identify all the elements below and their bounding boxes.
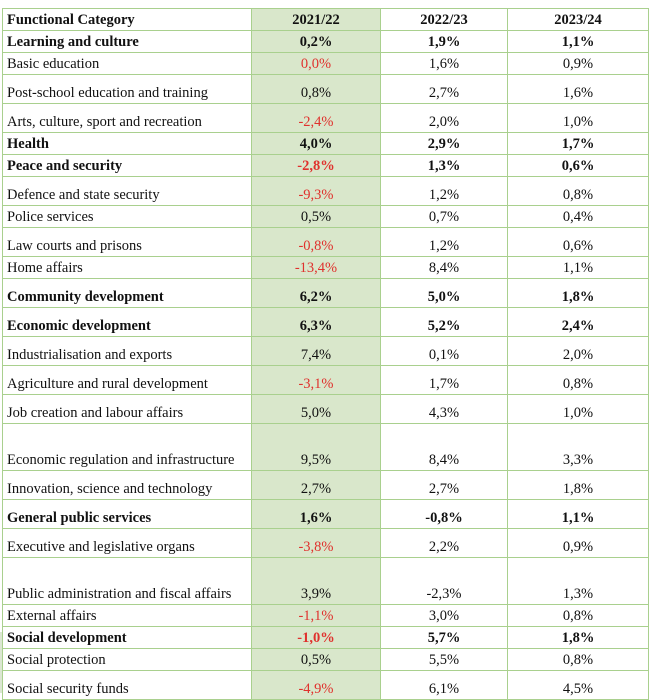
category-row xyxy=(3,500,649,529)
category-row xyxy=(3,308,649,337)
value-2023-24: 1,8% xyxy=(508,279,649,308)
value-2022-23: 1,9% xyxy=(381,31,508,53)
row-label: Health xyxy=(3,133,252,155)
row-label: Home affairs xyxy=(3,257,252,279)
value-2021-22: 0,0% xyxy=(252,53,381,75)
value-2023-24: 0,4% xyxy=(508,206,649,228)
value-2022-23: 5,0% xyxy=(381,279,508,308)
value-2022-23: 5,7% xyxy=(381,627,508,649)
value-2022-23: 8,4% xyxy=(381,257,508,279)
header-2023-24: 2023/24 xyxy=(508,9,649,31)
subcategory-row xyxy=(3,53,649,75)
subcategory-row xyxy=(3,558,649,605)
subcategory-row xyxy=(3,206,649,228)
value-2022-23: 1,2% xyxy=(381,177,508,206)
value-2023-24: 0,9% xyxy=(508,53,649,75)
budget-growth-table-container xyxy=(2,8,649,700)
value-2021-22: 0,2% xyxy=(252,31,381,53)
value-2021-22: -13,4% xyxy=(252,257,381,279)
value-2022-23: -0,8% xyxy=(381,500,508,529)
value-2021-22: 0,8% xyxy=(252,75,381,104)
subcategory-row xyxy=(3,395,649,424)
value-2022-23: 4,3% xyxy=(381,395,508,424)
value-2022-23: 1,3% xyxy=(381,155,508,177)
value-2022-23: 1,2% xyxy=(381,228,508,257)
row-label: Social protection xyxy=(3,649,252,671)
category-row xyxy=(3,133,649,155)
value-2021-22: 1,6% xyxy=(252,500,381,529)
row-label: Executive and legislative organs xyxy=(3,529,252,558)
subcategory-row xyxy=(3,104,649,133)
value-2022-23: 2,9% xyxy=(381,133,508,155)
value-2023-24: 0,8% xyxy=(508,649,649,671)
value-2023-24: 0,9% xyxy=(508,529,649,558)
row-label: Police services xyxy=(3,206,252,228)
value-2022-23: 5,5% xyxy=(381,649,508,671)
value-2023-24: 1,3% xyxy=(508,558,649,605)
value-2022-23: 2,7% xyxy=(381,75,508,104)
value-2021-22: 7,4% xyxy=(252,337,381,366)
row-label: Learning and culture xyxy=(3,31,252,53)
value-2023-24: 0,8% xyxy=(508,605,649,627)
value-2021-22: -2,4% xyxy=(252,104,381,133)
value-2023-24: 1,7% xyxy=(508,133,649,155)
header-row xyxy=(3,9,649,31)
row-label: Social security funds xyxy=(3,671,252,700)
subcategory-row xyxy=(3,75,649,104)
value-2023-24: 1,1% xyxy=(508,500,649,529)
value-2021-22: 3,9% xyxy=(252,558,381,605)
value-2023-24: 3,3% xyxy=(508,424,649,471)
category-row xyxy=(3,155,649,177)
row-label: Industrialisation and exports xyxy=(3,337,252,366)
value-2023-24: 0,8% xyxy=(508,366,649,395)
subcategory-row xyxy=(3,257,649,279)
row-label: General public services xyxy=(3,500,252,529)
row-label: Peace and security xyxy=(3,155,252,177)
subcategory-row xyxy=(3,671,649,700)
value-2022-23: 3,0% xyxy=(381,605,508,627)
value-2021-22: 6,3% xyxy=(252,308,381,337)
value-2021-22: -3,1% xyxy=(252,366,381,395)
value-2021-22: 0,5% xyxy=(252,649,381,671)
row-label: Arts, culture, sport and recreation xyxy=(3,104,252,133)
value-2021-22: -2,8% xyxy=(252,155,381,177)
value-2021-22: -3,8% xyxy=(252,529,381,558)
value-2022-23: 8,4% xyxy=(381,424,508,471)
row-label: Agriculture and rural development xyxy=(3,366,252,395)
value-2023-24: 2,0% xyxy=(508,337,649,366)
value-2023-24: 2,4% xyxy=(508,308,649,337)
category-row xyxy=(3,627,649,649)
value-2023-24: 0,8% xyxy=(508,177,649,206)
value-2022-23: 0,1% xyxy=(381,337,508,366)
row-label: Innovation, science and technology xyxy=(3,471,252,500)
header-2021-22: 2021/22 xyxy=(252,9,381,31)
value-2021-22: 5,0% xyxy=(252,395,381,424)
header-functional-category: Functional Category xyxy=(3,9,252,31)
value-2021-22: 0,5% xyxy=(252,206,381,228)
row-label: Defence and state security xyxy=(3,177,252,206)
subcategory-row xyxy=(3,228,649,257)
value-2021-22: -0,8% xyxy=(252,228,381,257)
subcategory-row xyxy=(3,337,649,366)
value-2022-23: -2,3% xyxy=(381,558,508,605)
value-2023-24: 1,1% xyxy=(508,257,649,279)
category-row xyxy=(3,279,649,308)
value-2022-23: 5,2% xyxy=(381,308,508,337)
value-2023-24: 1,0% xyxy=(508,104,649,133)
value-2022-23: 0,7% xyxy=(381,206,508,228)
row-label: Economic regulation and infrastructure xyxy=(3,424,252,471)
value-2022-23: 2,0% xyxy=(381,104,508,133)
value-2022-23: 2,2% xyxy=(381,529,508,558)
value-2023-24: 1,1% xyxy=(508,31,649,53)
value-2021-22: 2,7% xyxy=(252,471,381,500)
category-row xyxy=(3,31,649,53)
value-2022-23: 1,6% xyxy=(381,53,508,75)
value-2021-22: 6,2% xyxy=(252,279,381,308)
value-2021-22: -1,1% xyxy=(252,605,381,627)
value-2021-22: 9,5% xyxy=(252,424,381,471)
value-2021-22: 4,0% xyxy=(252,133,381,155)
subcategory-row xyxy=(3,649,649,671)
value-2023-24: 0,6% xyxy=(508,155,649,177)
subcategory-row xyxy=(3,529,649,558)
subcategory-row xyxy=(3,424,649,471)
subcategory-row xyxy=(3,471,649,500)
budget-growth-table xyxy=(2,8,649,700)
value-2021-22: -1,0% xyxy=(252,627,381,649)
value-2023-24: 1,8% xyxy=(508,627,649,649)
row-label: Social development xyxy=(3,627,252,649)
value-2023-24: 1,6% xyxy=(508,75,649,104)
row-label: Economic development xyxy=(3,308,252,337)
row-label: Public administration and fiscal affairs xyxy=(3,558,252,605)
row-label: Basic education xyxy=(3,53,252,75)
value-2023-24: 1,0% xyxy=(508,395,649,424)
subcategory-row xyxy=(3,177,649,206)
row-label: Community development xyxy=(3,279,252,308)
value-2022-23: 2,7% xyxy=(381,471,508,500)
row-label: Post-school education and training xyxy=(3,75,252,104)
value-2023-24: 4,5% xyxy=(508,671,649,700)
value-2021-22: -9,3% xyxy=(252,177,381,206)
row-label: Job creation and labour affairs xyxy=(3,395,252,424)
subcategory-row xyxy=(3,366,649,395)
value-2023-24: 1,8% xyxy=(508,471,649,500)
row-label: Law courts and prisons xyxy=(3,228,252,257)
subcategory-row xyxy=(3,605,649,627)
value-2022-23: 1,7% xyxy=(381,366,508,395)
row-label: External affairs xyxy=(3,605,252,627)
value-2022-23: 6,1% xyxy=(381,671,508,700)
value-2021-22: -4,9% xyxy=(252,671,381,700)
header-2022-23: 2022/23 xyxy=(381,9,508,31)
value-2023-24: 0,6% xyxy=(508,228,649,257)
